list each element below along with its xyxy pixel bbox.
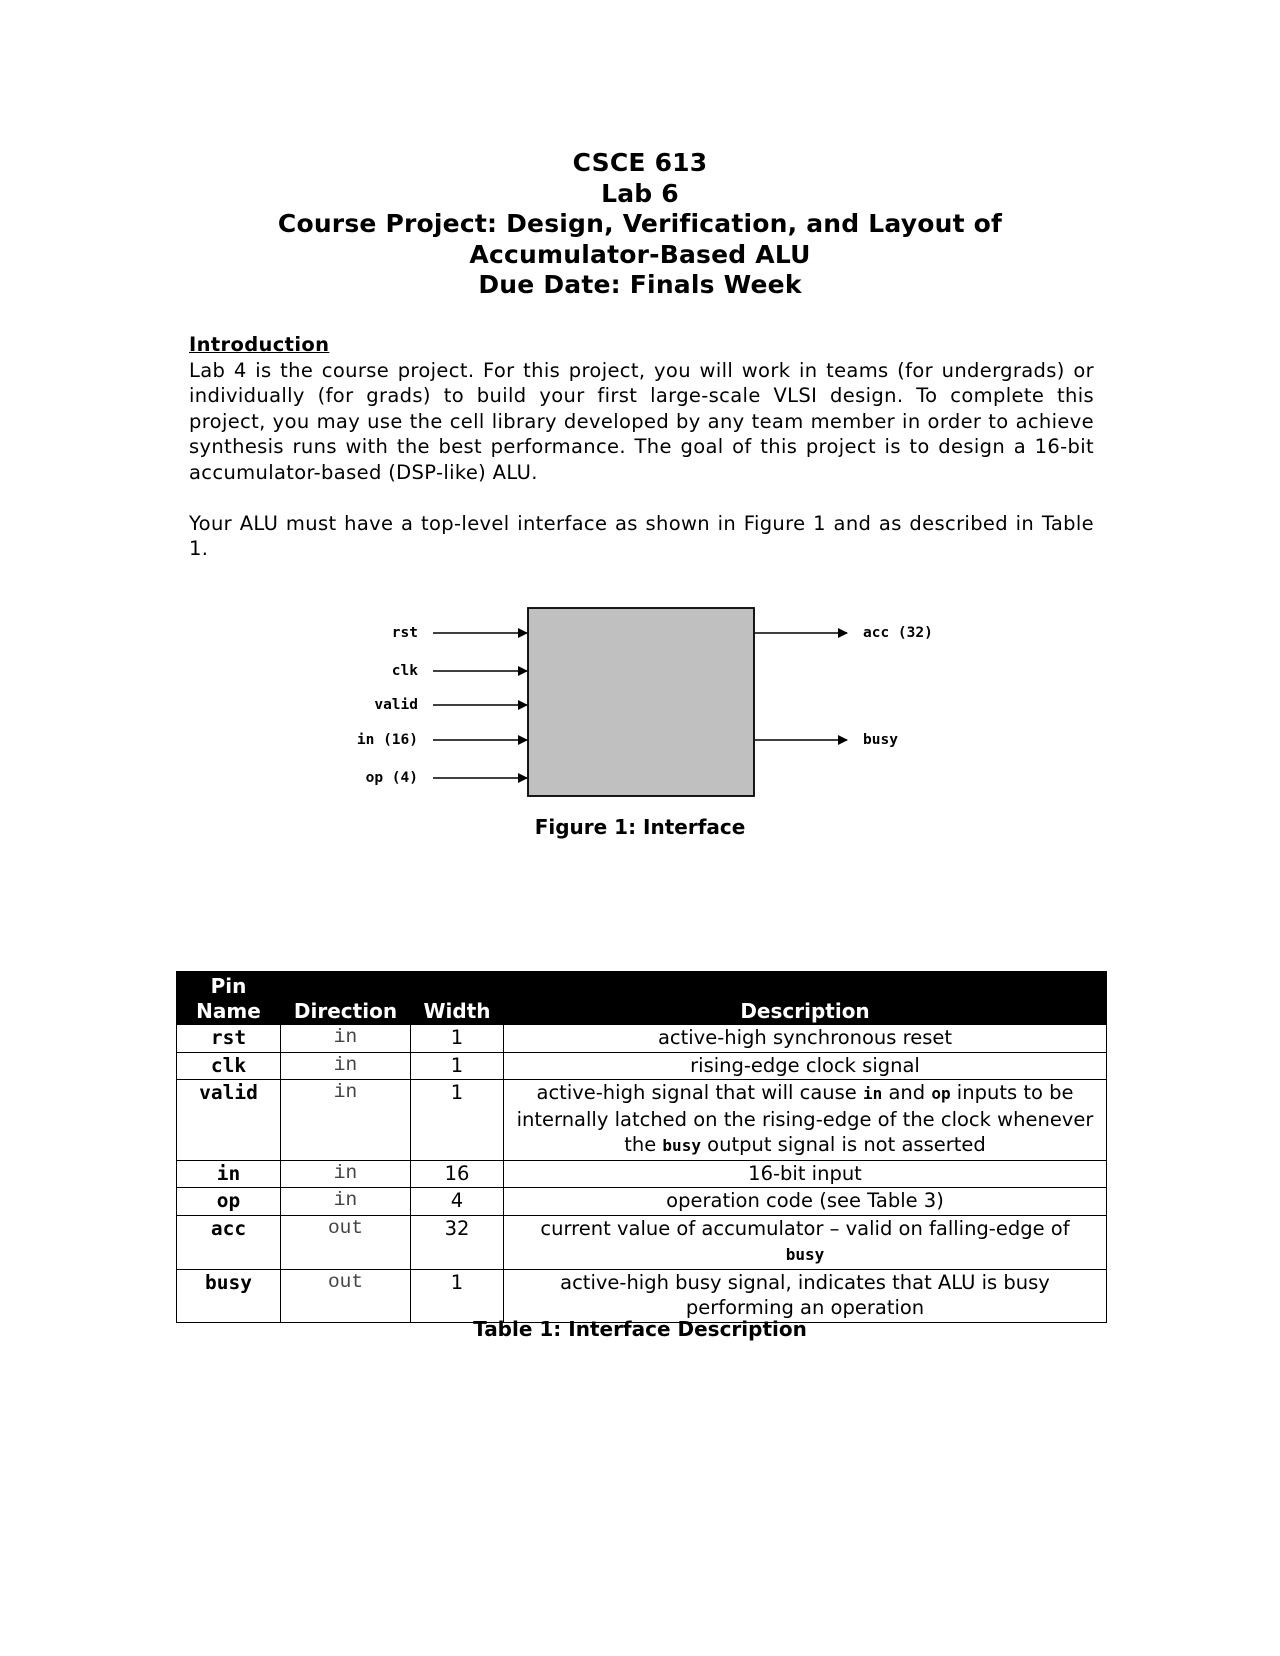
introduction-paragraph-2: Your ALU must have a top-level interface as shown in Figure 1 and as described in Table 1.	[189, 511, 1094, 560]
interface-figure	[0, 600, 1280, 820]
document-title	[0, 148, 1280, 301]
alu-block	[528, 608, 754, 796]
header-pin-line-1: Pin	[210, 974, 247, 998]
header-width: Width	[411, 972, 504, 1025]
width-cell: 4	[411, 1188, 504, 1216]
interface-table-wrapper	[176, 971, 1106, 1323]
header-pin-line-2: Name	[196, 999, 261, 1023]
table-row	[177, 1025, 1107, 1053]
table-header-row	[177, 972, 1107, 1025]
figure-caption: Figure 1: Interface	[534, 815, 746, 839]
description-text: and	[882, 1081, 932, 1104]
direction-cell: in	[281, 1080, 411, 1161]
direction-cell: in	[281, 1188, 411, 1216]
description-cell: active-high synchronous reset	[504, 1025, 1107, 1053]
interface-diagram	[0, 600, 1280, 820]
table-row	[177, 1080, 1107, 1161]
table-row	[177, 1052, 1107, 1080]
busy-label: busy	[863, 732, 898, 748]
pin-cell: clk	[177, 1052, 281, 1080]
in-label: in (16)	[356, 732, 418, 748]
direction-cell: out	[281, 1269, 411, 1322]
busy-code: busy	[662, 1136, 701, 1155]
description-cell: rising-edge clock signal	[504, 1052, 1107, 1080]
width-cell: 16	[411, 1160, 504, 1188]
header-description: Description	[504, 972, 1107, 1025]
direction-cell: out	[281, 1215, 411, 1269]
description-cell: operation code (see Table 3)	[504, 1188, 1107, 1216]
width-cell: 1	[411, 1080, 504, 1161]
introduction-paragraph-1: Lab 4 is the course project. For this project, you will work in teams (for undergrads) or individually (for grads) to build your first large-scale VLSI design. To complete this project, you may use the cell library developed by any team member in order to achieve synthesis runs with the best performance. The goal of this project is to design a 16-bit accumulator-based (DSP-like) ALU.	[189, 358, 1094, 484]
introduction-section	[189, 332, 1094, 562]
direction-cell: in	[281, 1052, 411, 1080]
description-text: inputs to be internally latched on the rising-edge of the clock whenever the	[516, 1081, 1094, 1156]
width-cell: 1	[411, 1052, 504, 1080]
pin-cell: acc	[177, 1215, 281, 1269]
width-cell: 32	[411, 1215, 504, 1269]
acc-label: acc (32)	[863, 625, 933, 641]
header-direction: Direction	[281, 972, 411, 1025]
course-code: CSCE 613	[572, 148, 708, 177]
table-caption: Table 1: Interface Description	[473, 1317, 807, 1341]
description-cell: active-high busy signal, indicates that ALU is busy performing an operation	[504, 1269, 1107, 1322]
in-code: in	[862, 1084, 883, 1103]
project-title-line-2: Accumulator-Based ALU	[469, 239, 811, 269]
pin-cell: rst	[177, 1025, 281, 1053]
pin-cell: valid	[177, 1080, 281, 1161]
introduction-heading: Introduction	[189, 333, 330, 356]
description-cell	[504, 1080, 1107, 1161]
clk-label: clk	[391, 663, 418, 679]
pin-cell: busy	[177, 1269, 281, 1322]
description-text: current value of accumulator – valid on falling-edge of	[540, 1216, 1070, 1240]
description-cell: 16-bit input	[504, 1160, 1107, 1188]
rst-label: rst	[391, 625, 418, 641]
description-text: output signal is not asserted	[700, 1133, 986, 1156]
valid-label: valid	[374, 697, 418, 713]
op-label: op (4)	[365, 770, 418, 786]
table-row	[177, 1188, 1107, 1216]
interface-table	[176, 971, 1107, 1323]
width-cell: 1	[411, 1025, 504, 1053]
header-pin-name	[177, 972, 281, 1025]
table-row	[177, 1269, 1107, 1322]
busy-code: busy	[785, 1245, 825, 1264]
table-row	[177, 1215, 1107, 1269]
pin-cell: op	[177, 1188, 281, 1216]
description-text: active-high signal that will cause	[536, 1081, 863, 1104]
direction-cell: in	[281, 1160, 411, 1188]
direction-cell: in	[281, 1025, 411, 1053]
lab-number: Lab 6	[601, 178, 679, 208]
op-code: op	[931, 1084, 951, 1103]
due-date: Due Date: Finals Week	[478, 270, 802, 299]
table-row	[177, 1160, 1107, 1188]
project-title-line-1: Course Project: Design, Verification, and Layout of	[277, 209, 1003, 238]
pin-cell: in	[177, 1160, 281, 1188]
description-cell	[504, 1215, 1107, 1269]
width-cell: 1	[411, 1269, 504, 1322]
